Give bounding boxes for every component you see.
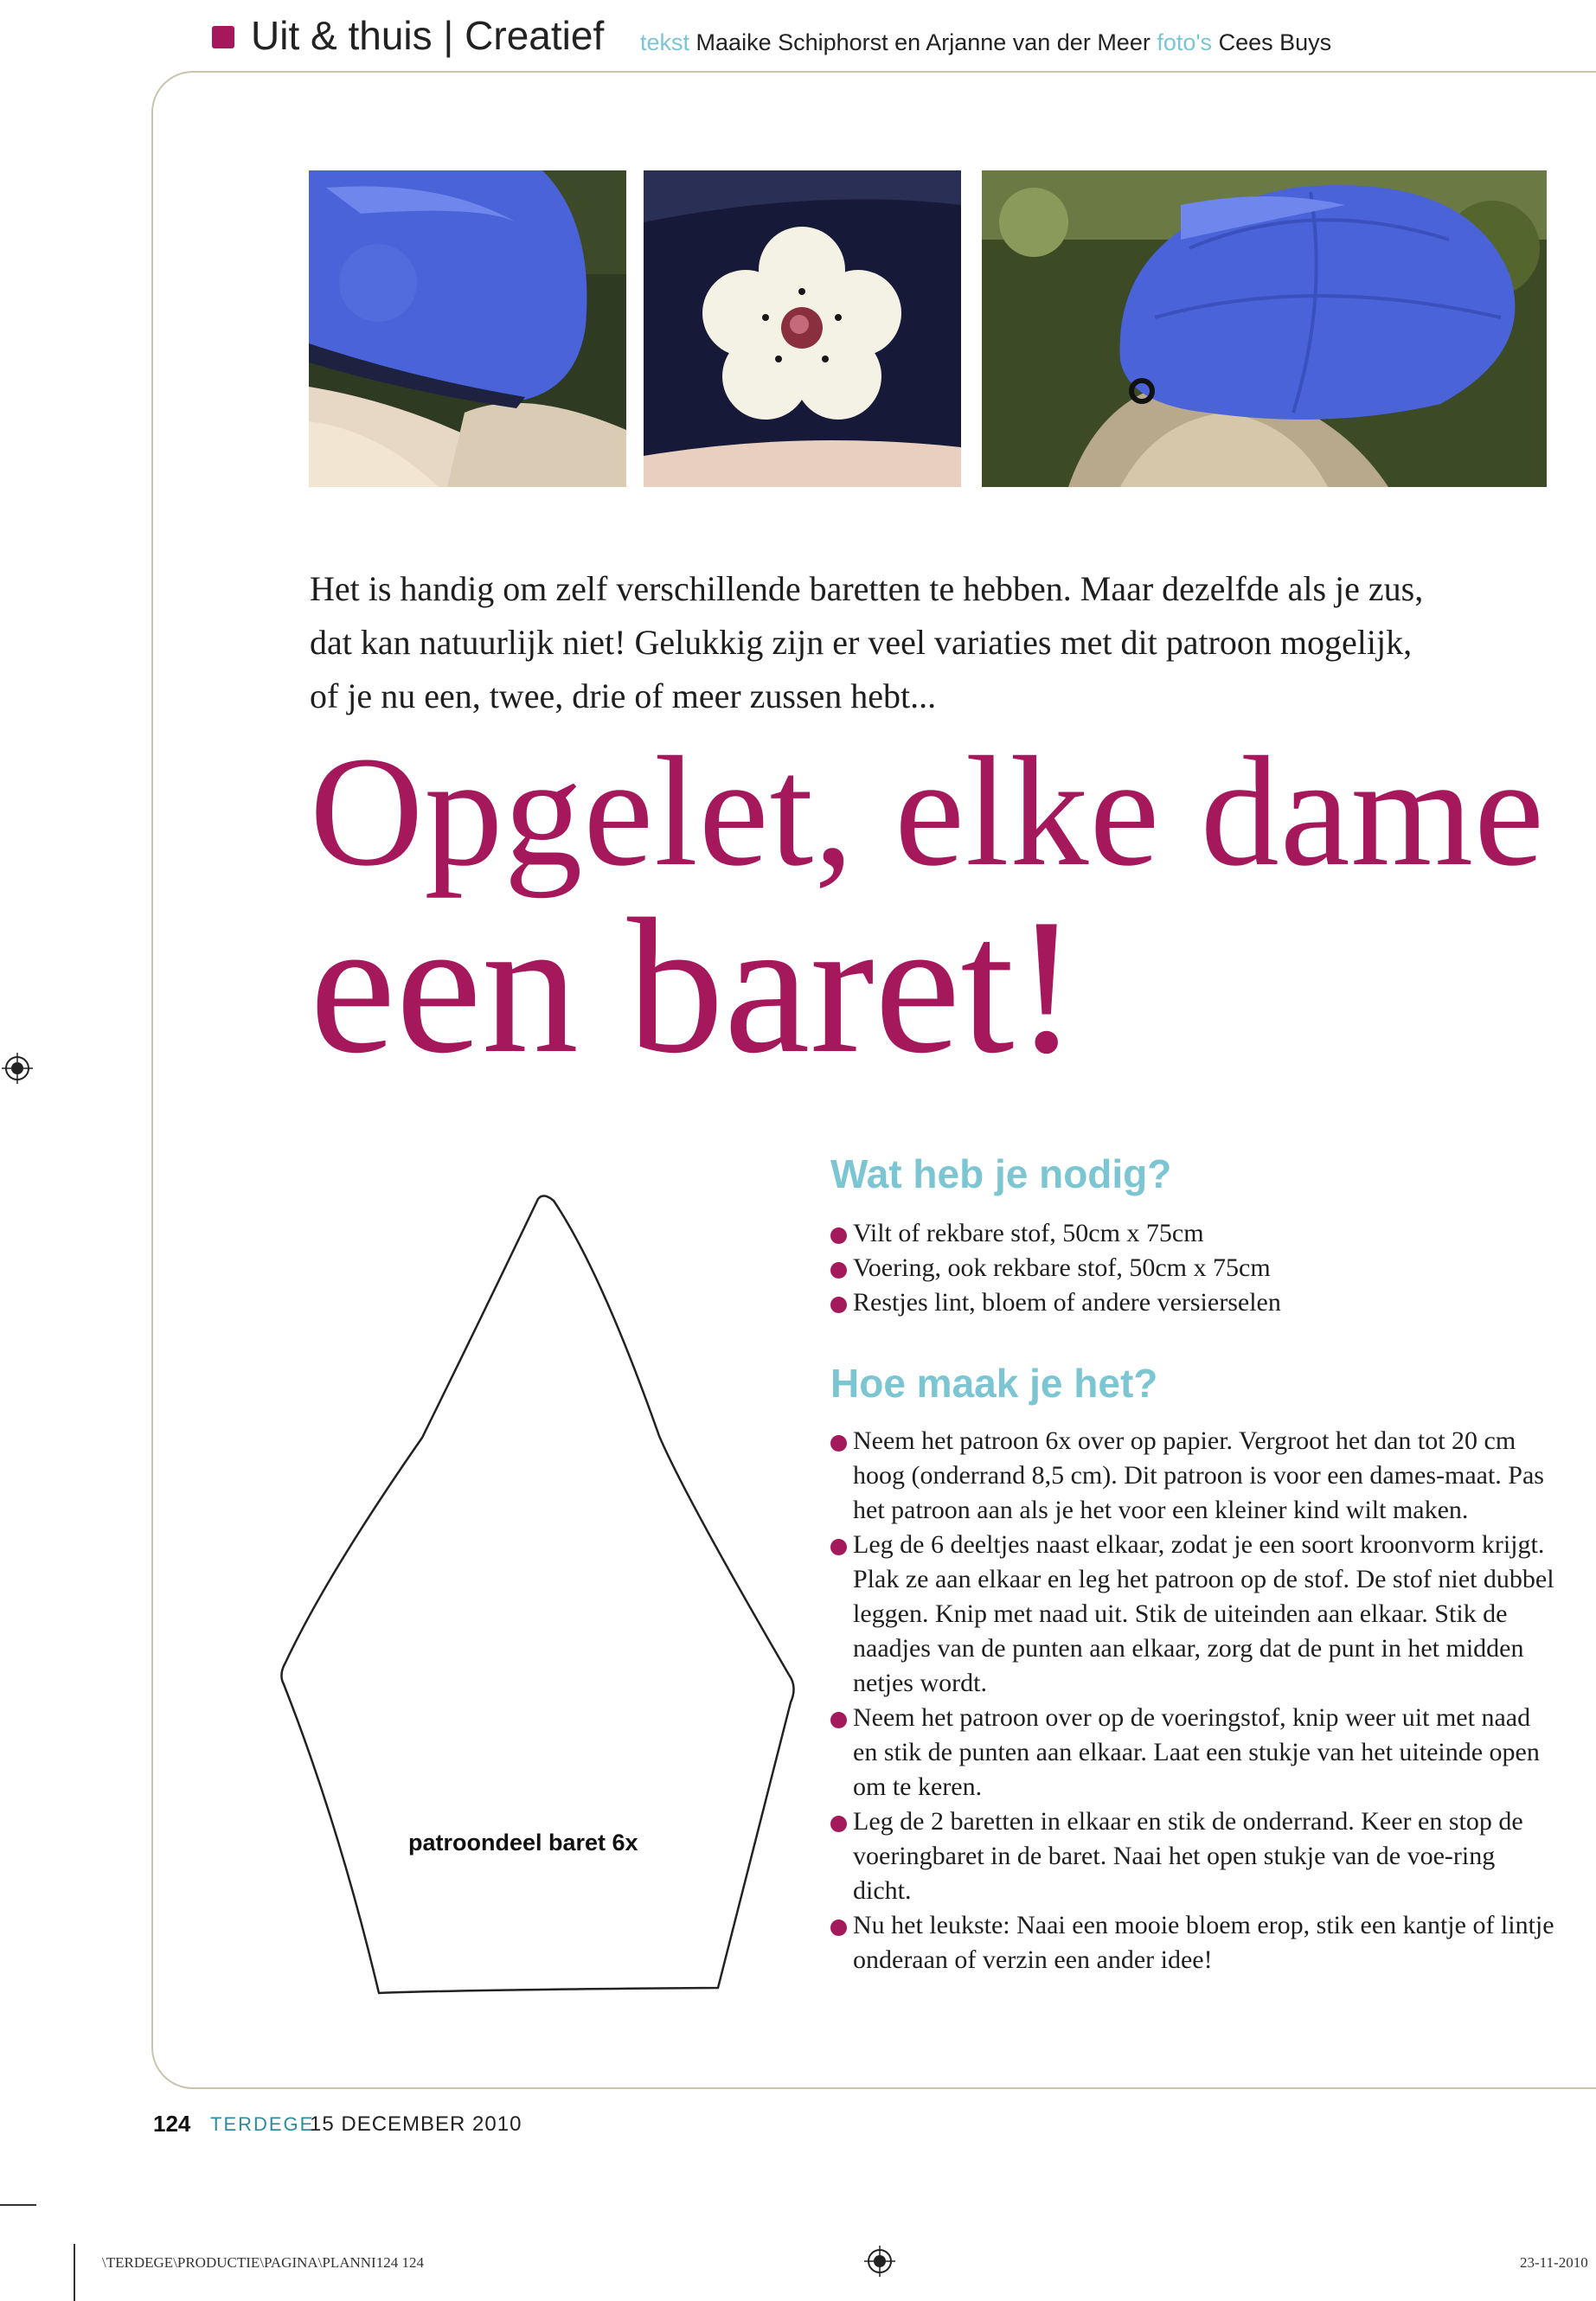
page-title-line-2: een baret! (310, 879, 1080, 1093)
section-marker (212, 26, 234, 48)
section-separator: | (443, 13, 454, 58)
list-item: Leg de 6 deeltjes naast elkaar, zodat je een soort kroonvorm krijgt. Plak ze aan elkaar en leg het patroon op de stof. De stof niet dubbel leggen. Knip met naad uit. Stik de uiteinden aan elkaar. Stik de naadjes van de punten aan elkaar, zorg dat de punt in het midden netjes wordt. (830, 1528, 1557, 1701)
bullet-icon (830, 1435, 847, 1452)
section-category: Creatief (465, 13, 605, 58)
section-header (251, 12, 604, 59)
list-item: Vilt of rekbare stof, 50cm x 75cm (830, 1216, 1557, 1251)
bullet-icon (830, 1262, 847, 1279)
needs-heading: Wat heb je nodig? (830, 1151, 1172, 1196)
howto-heading: Hoe maak je het? (830, 1361, 1158, 1406)
slug-path: \TERDEGE\PRODUCTIE\PAGINA\PLANNI124 124 (102, 2254, 424, 2271)
text-credit-label: tekst (640, 29, 690, 55)
list-item: Neem het patroon over op de voeringstof, knip weer uit met naad en stik de punten aan elkaar. Laat een stukje van het uiteinde open om te keren. (830, 1701, 1557, 1804)
bullet-icon (830, 1920, 847, 1936)
list-item: Leg de 2 baretten in elkaar en stik de onderrand. Keer en stop de voeringbaret in de baret. Naai het open stukje van de voe-ring dicht. (830, 1804, 1557, 1908)
credits (640, 29, 1331, 56)
photo-beret-side (309, 170, 626, 487)
crop-mark (74, 2244, 75, 2301)
list-item: Neem het patroon 6x over op papier. Vergroot het dan tot 20 cm hoog (onderrand 8,5 cm). Dit patroon is voor een dames-maat. Pas het patroon aan als je het voor een kleiner kind wilt maken. (830, 1424, 1557, 1528)
photo-flower-brooch (644, 170, 961, 487)
photo-credit-label: foto's (1157, 29, 1213, 55)
issue-date: 15 DECEMBER 2010 (310, 2112, 522, 2136)
pattern-piece-drawing (260, 1185, 830, 2007)
registration-mark-icon (864, 2246, 895, 2277)
text-credit-authors: Maaike Schiphorst en Arjanne van der Meer (695, 29, 1151, 55)
list-item: Nu het leukste: Naai een mooie bloem erop, stik een kantje of lintje onderaan of verzin een ander idee! (830, 1908, 1557, 1977)
page-title-line-1: Opgelet, elke dame (310, 725, 1545, 899)
howto-list (830, 1424, 1557, 1977)
bullet-icon (830, 1297, 847, 1313)
needs-list (830, 1216, 1557, 1320)
section-name: Uit & thuis (251, 13, 433, 58)
list-item: Voering, ook rekbare stof, 50cm x 75cm (830, 1251, 1557, 1285)
crop-mark (0, 2204, 36, 2206)
photo-beret-back (982, 170, 1547, 487)
slug-date: 23-11-2010 (1520, 2254, 1588, 2271)
list-item: Restjes lint, bloem of andere versierselen (830, 1285, 1557, 1320)
intro-paragraph: Het is handig om zelf verschillende baretten te hebben. Maar dezelfde als je zus, dat kan natuurlijk niet! Gelukkig zijn er veel variaties met dit patroon mogelijk, of je nu een, twee, drie of meer zussen hebt... (310, 569, 1424, 715)
page-number: 124 (153, 2111, 191, 2137)
bullet-icon (830, 1712, 847, 1728)
pattern-label: patroondeel baret 6x (408, 1830, 638, 1856)
photo-credit-name: Cees Buys (1218, 29, 1332, 55)
bullet-icon (830, 1227, 847, 1244)
registration-mark-icon (2, 1053, 33, 1084)
bullet-icon (830, 1816, 847, 1832)
bullet-icon (830, 1539, 847, 1555)
magazine-name: TERDEGE (210, 2113, 315, 2135)
